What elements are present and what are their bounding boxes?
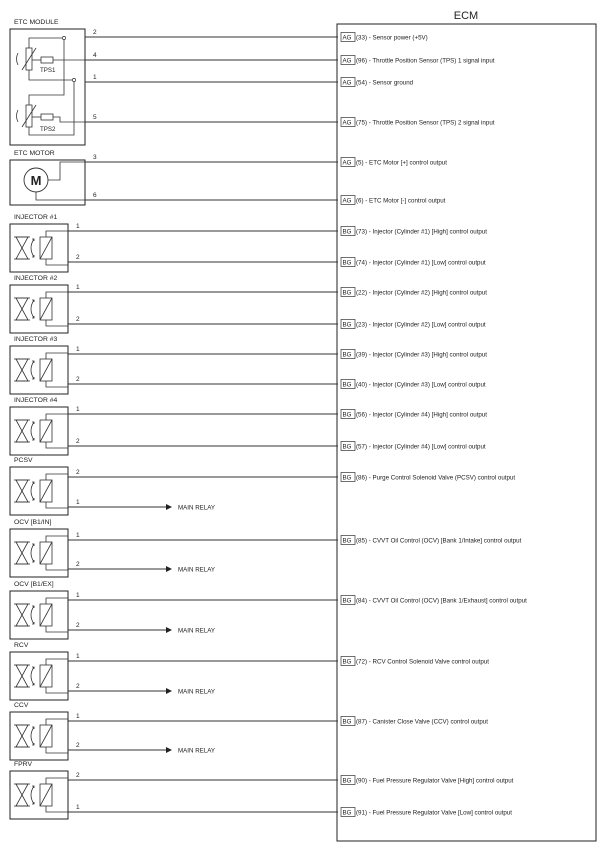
- tps1-label: TPS1: [40, 67, 56, 74]
- ecm-connection: [68, 772, 514, 785]
- signal-label: (91) - Fuel Pressure Regulator Valve [Low] control output: [356, 809, 513, 817]
- signal-label: (23) - Injector (Cylinder #2) [Low] control output: [356, 321, 486, 329]
- main-relay-connection: [68, 561, 215, 573]
- main-relay-label: MAIN RELAY: [178, 566, 216, 574]
- signal-label: (72) - RCV Control Solenoid Valve control output: [356, 658, 489, 666]
- pin-number: 1: [93, 74, 97, 81]
- connector-code: BG: [342, 289, 352, 297]
- etc-motor-title: ETC MOTOR: [14, 150, 55, 157]
- component: [10, 275, 68, 333]
- relay-pin-number: 2: [76, 622, 80, 629]
- pin-number: 1: [76, 713, 80, 720]
- main-relay-connection: [68, 622, 215, 634]
- ecm-connection: [85, 29, 428, 42]
- connector-code: BG: [342, 537, 352, 545]
- arrow-icon: [166, 688, 172, 694]
- pin-number: 2: [93, 29, 97, 36]
- valve-icon: [16, 784, 28, 806]
- connector-code: BG: [342, 809, 352, 817]
- connector-code: BG: [342, 658, 352, 666]
- ecm-connection: [68, 376, 486, 389]
- ecm-connection: [68, 223, 487, 236]
- valve-icon: [16, 604, 28, 626]
- etc-module-internal-wiring: [29, 36, 85, 135]
- pin-number: 2: [76, 254, 80, 261]
- actuator-arc-icon: [31, 300, 34, 318]
- pin-number: 2: [76, 772, 80, 779]
- signal-label: (57) - Injector (Cylinder #4) [Low] control output: [356, 443, 486, 451]
- valve-icon: [16, 298, 28, 320]
- pin-number: 2: [76, 316, 80, 323]
- ecm-connection: [68, 284, 487, 297]
- main-relay-label: MAIN RELAY: [178, 688, 216, 696]
- main-relay-label: MAIN RELAY: [178, 747, 216, 755]
- component-title: CCV: [14, 702, 29, 709]
- connector-code: AG: [342, 57, 352, 65]
- signal-label: (85) - CVVT Oil Control (OCV) [Bank 1/Intake] control output: [356, 537, 522, 545]
- arrow-icon: [166, 627, 172, 633]
- pin-number: 4: [93, 52, 97, 59]
- ecm-connection: [68, 532, 522, 545]
- connector-code: AG: [342, 79, 352, 87]
- component: [10, 581, 68, 639]
- signal-label: (5) - ETC Motor [+] control output: [356, 159, 447, 167]
- actuator-arc-icon: [31, 786, 34, 804]
- signal-label: (87) - Canister Close Valve (CCV) control output: [356, 718, 488, 726]
- valve-icon: [16, 725, 28, 747]
- connector-code: BG: [342, 321, 352, 329]
- signal-label: (96) - Throttle Position Sensor (TPS) 1 signal input: [356, 57, 495, 65]
- connector-code: AG: [342, 119, 352, 127]
- ecm-connection: [68, 406, 487, 419]
- ecm-connection: [68, 804, 512, 817]
- ecm-connection: [85, 192, 446, 205]
- ecm-connection: [68, 469, 515, 482]
- ecm-connection: [68, 254, 486, 267]
- ecm-connection: [68, 653, 489, 666]
- valve-icon: [16, 665, 28, 687]
- signal-label: (75) - Throttle Position Sensor (TPS) 2 signal input: [356, 119, 495, 127]
- pin-number: 6: [93, 192, 97, 199]
- arrow-icon: [166, 566, 172, 572]
- component-title: FPRV: [14, 761, 33, 768]
- relay-pin-number: 1: [76, 499, 80, 506]
- ecm-connection: [68, 346, 487, 359]
- pin-number: 1: [76, 406, 80, 413]
- actuator-arc-icon: [31, 482, 34, 500]
- ecm-connection: [68, 592, 527, 605]
- connector-code: BG: [342, 411, 352, 419]
- ecm-connection: [68, 438, 486, 451]
- ecm-connection: [85, 114, 495, 127]
- pin-number: 5: [93, 114, 97, 121]
- signal-label: (54) - Sensor ground: [356, 79, 414, 87]
- relay-pin-number: 2: [76, 683, 80, 690]
- motor-symbol: M: [30, 173, 42, 188]
- ecm-title: ECM: [453, 10, 479, 22]
- connector-code: BG: [342, 443, 352, 451]
- component-title: INJECTOR #2: [14, 275, 58, 282]
- component: [10, 457, 68, 515]
- signal-label: (22) - Injector (Cylinder #2) [High] control output: [356, 289, 488, 297]
- motor-wire-minus: [36, 192, 85, 200]
- component: [10, 702, 68, 760]
- tps2-label: TPS2: [40, 126, 56, 133]
- signal-label: (39) - Injector (Cylinder #3) [High] control output: [356, 351, 488, 359]
- ecm-connection: [85, 52, 495, 65]
- component-title: OCV [B1/IN]: [14, 519, 52, 526]
- component-title: INJECTOR #1: [14, 214, 58, 221]
- valve-icon: [16, 359, 28, 381]
- actuator-arc-icon: [31, 667, 34, 685]
- pin-number: 1: [76, 592, 80, 599]
- pin-number: 1: [76, 284, 80, 291]
- motor-wire-plus: [48, 162, 85, 180]
- etc-module-title: ETC MODULE: [14, 19, 59, 26]
- component: [10, 397, 68, 455]
- signal-label: (73) - Injector (Cylinder #1) [High] control output: [356, 228, 488, 236]
- pin-number: 1: [76, 223, 80, 230]
- ecm-connection: [68, 713, 488, 726]
- component-title: OCV [B1/EX]: [14, 581, 54, 588]
- arrow-icon: [166, 504, 172, 510]
- pin-number: 2: [76, 469, 80, 476]
- relay-pin-number: 2: [76, 561, 80, 568]
- component-title: RCV: [14, 642, 29, 649]
- connector-code: BG: [342, 381, 352, 389]
- signal-label: (90) - Fuel Pressure Regulator Valve [High] control output: [356, 777, 514, 785]
- connector-code: BG: [342, 228, 352, 236]
- valve-icon: [16, 542, 28, 564]
- ecm-connection: [68, 316, 486, 329]
- component-title: INJECTOR #3: [14, 336, 58, 343]
- main-relay-label: MAIN RELAY: [178, 627, 216, 635]
- actuator-arc-icon: [31, 544, 34, 562]
- component-title: PCSV: [14, 457, 33, 464]
- actuator-arc-icon: [31, 422, 34, 440]
- pin-number: 1: [76, 653, 80, 660]
- connector-code: AG: [342, 159, 352, 167]
- signal-label: (40) - Injector (Cylinder #3) [Low] control output: [356, 381, 486, 389]
- actuator-arc-icon: [31, 361, 34, 379]
- connector-code: BG: [342, 777, 352, 785]
- tps2-sensor-icon: [17, 105, 54, 127]
- connector-code: BG: [342, 718, 352, 726]
- ecm-connection: [85, 154, 447, 167]
- actuator-arc-icon: [31, 727, 34, 745]
- component: [10, 336, 68, 394]
- connector-code: BG: [342, 259, 352, 267]
- pin-number: 1: [76, 532, 80, 539]
- component: [10, 642, 68, 700]
- actuator-arc-icon: [31, 606, 34, 624]
- valve-icon: [16, 420, 28, 442]
- connector-code: BG: [342, 351, 352, 359]
- signal-label: (86) - Purge Control Solenoid Valve (PCSV) control output: [356, 474, 516, 482]
- main-relay-connection: [68, 683, 215, 695]
- relay-pin-number: 2: [76, 742, 80, 749]
- valve-icon: [16, 237, 28, 259]
- pin-number: 1: [76, 804, 80, 811]
- main-relay-connection: [68, 742, 215, 754]
- pin-number: 2: [76, 376, 80, 383]
- signal-label: (84) - CVVT Oil Control (OCV) [Bank 1/Exhaust] control output: [356, 597, 527, 605]
- wire-group: [68, 29, 527, 817]
- connector-code: BG: [342, 597, 352, 605]
- connector-code: BG: [342, 474, 352, 482]
- component: [10, 761, 68, 819]
- pin-number: 2: [76, 438, 80, 445]
- signal-label: (6) - ETC Motor [-] control output: [356, 197, 446, 205]
- signal-label: (33) - Sensor power (+5V): [356, 34, 428, 42]
- component: [10, 214, 68, 272]
- ecm-connection: [85, 74, 414, 87]
- main-relay-label: MAIN RELAY: [178, 504, 216, 512]
- pin-number: 1: [76, 346, 80, 353]
- signal-label: (74) - Injector (Cylinder #1) [Low] control output: [356, 259, 486, 267]
- connector-code: AG: [342, 197, 352, 205]
- component-group: [10, 214, 68, 819]
- component: [10, 519, 68, 577]
- main-relay-connection: [68, 499, 215, 511]
- connector-code: AG: [342, 34, 352, 42]
- arrow-icon: [166, 747, 172, 753]
- relay-group: [68, 499, 215, 754]
- actuator-arc-icon: [31, 239, 34, 257]
- pin-number: 3: [93, 154, 97, 161]
- valve-icon: [16, 480, 28, 502]
- component-title: INJECTOR #4: [14, 397, 58, 404]
- signal-label: (56) - Injector (Cylinder #4) [High] control output: [356, 411, 488, 419]
